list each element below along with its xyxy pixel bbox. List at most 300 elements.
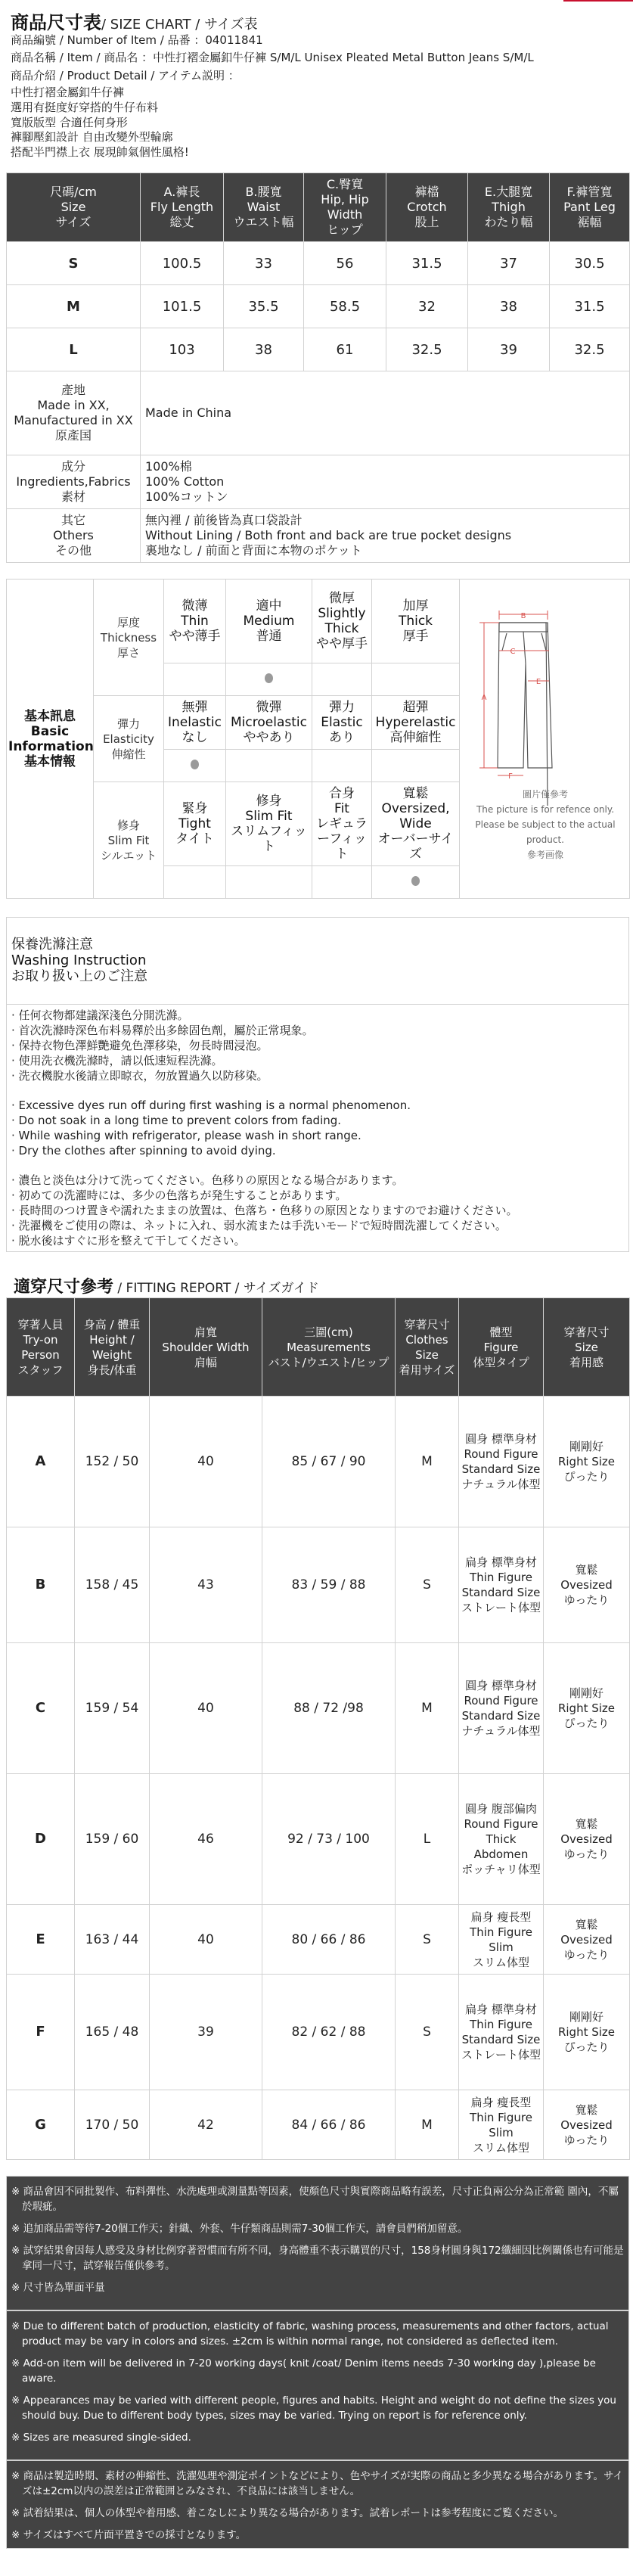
header-line: 肩寬 <box>194 1325 217 1339</box>
header-line: 裾幅 <box>577 215 602 229</box>
attribute-option <box>312 580 372 663</box>
size-value: 31.5 <box>550 285 630 328</box>
fitting-row <box>7 1527 630 1643</box>
header-line: C.臀寬 <box>326 177 364 191</box>
option-line: 修身 <box>256 794 282 809</box>
height-weight: 159 / 54 <box>75 1643 150 1774</box>
washing-line: · 脱水後はすぐに形を整えて干してください。 <box>11 1234 246 1248</box>
size-value: 37 <box>468 242 550 285</box>
height-weight: 163 / 44 <box>75 1905 150 1975</box>
product-detail-lines <box>11 85 189 160</box>
header-line: 三圍(cm) <box>304 1325 353 1339</box>
notes-panel <box>6 2176 629 2549</box>
attribute-label <box>94 782 164 899</box>
washing-line: · 長時間のつけ置きや濡れたままの放置は、色落ち・色移りの原因となりますのでお避けください。 <box>11 1204 518 1217</box>
indicator-cell <box>312 663 372 696</box>
indicator-cell <box>226 866 312 899</box>
note-item: ※ 商品は製造時期、素材の伸縮性、洗濯処理や測定ポイントなどにより、色やサイズが実際の商品と多少異なる場合があります。サイズは±2cm以内の誤差は正常範囲とみなされ、不良品には該当しません。 <box>11 2470 623 2497</box>
header-line: Clothes Size <box>405 1332 448 1362</box>
info-label <box>7 455 141 509</box>
info-value-line: 100%コットン <box>145 489 228 504</box>
header-line: 穿著尺寸 <box>404 1317 450 1332</box>
clothes-size: M <box>396 1643 459 1774</box>
option-line: 微厚 <box>329 591 355 606</box>
info-label-line: その他 <box>54 543 92 558</box>
washing-title-line: 保養洗滌注意 <box>11 937 93 952</box>
diagram-label-b: B <box>520 612 526 620</box>
figure-type <box>459 1905 544 1975</box>
note-item: ※ 尺寸皆為單面平量 <box>11 2282 105 2294</box>
attribute-option <box>312 782 372 866</box>
figure-line: スリム体型 <box>472 2140 529 2155</box>
info-label <box>7 509 141 563</box>
info-row <box>7 371 630 455</box>
fit-feel <box>544 1643 630 1774</box>
figure-line: Round Figure Standard Size <box>461 1447 541 1476</box>
attribute-option <box>226 782 312 866</box>
height-weight: 158 / 45 <box>75 1527 150 1643</box>
option-line: 普通 <box>256 629 282 644</box>
label-line: シルエット <box>100 848 157 862</box>
size-column-header <box>386 173 468 242</box>
size-row <box>7 328 630 371</box>
diagram-label-a: A <box>481 694 487 702</box>
header-line: サイズ <box>55 215 92 229</box>
header-line: 穿著人員 <box>17 1317 64 1332</box>
caption-line: 圖片僅參考 <box>522 789 568 800</box>
info-value <box>141 509 630 563</box>
spacer <box>11 1083 628 1098</box>
size-value: 61 <box>304 328 386 371</box>
fitting-column-header <box>396 1298 459 1397</box>
page-title <box>11 8 258 34</box>
size-value: 101.5 <box>141 285 224 328</box>
info-label-line: Made in XX, Manufactured in XX <box>14 398 133 427</box>
figure-line: 扁身 標準身材 <box>465 2003 537 2016</box>
figure-line: 圓身 腹部偏肉 <box>465 1802 537 1816</box>
attribute-option <box>312 696 372 750</box>
title-line: 基本情報 <box>24 754 76 769</box>
indicator-cell <box>312 866 372 899</box>
washing-line: · 保持衣物色澤鮮艷避免色澤移染，勿長時間浸泡。 <box>11 1039 268 1052</box>
note-item: ※ Add-on item will be delivered in 7-20 working days( knit /coat/ Denim items needs 7-30 working day ),please be aware. <box>11 2357 596 2385</box>
fit-feel <box>544 1527 630 1643</box>
size-value: 35.5 <box>224 285 304 328</box>
item-name: 商品名稱 / Item / 商品名 ：中性打褶金屬釦牛仔褲 S/M/L Unisex Pleated Metal Button Jeans S/M/L <box>11 51 534 64</box>
clothes-size: S <box>396 1905 459 1975</box>
clothes-size: S <box>396 1527 459 1643</box>
size-label: S <box>7 242 141 285</box>
indicator-cell <box>164 866 226 899</box>
feel-line: 寬鬆 <box>575 1917 598 1931</box>
size-value: 58.5 <box>304 285 386 328</box>
feel-line: ぴったり <box>563 2040 610 2054</box>
attribute-option <box>164 696 226 750</box>
washing-line: · 任何衣物都建議深淺色分開洗滌。 <box>11 1008 189 1022</box>
label-line: Thickness <box>100 630 157 645</box>
shoulder-width: 40 <box>150 1397 262 1527</box>
info-value <box>141 455 630 509</box>
label-line: Elasticity <box>103 732 154 746</box>
figure-line: ストレート体型 <box>461 2048 541 2062</box>
caption-line: 參考画像 <box>526 850 563 860</box>
header-line: Size <box>61 200 86 214</box>
selected-dot-icon <box>191 760 199 769</box>
fit-feel <box>544 1397 630 1527</box>
note-item: ※ サイズはすべて片面平置きでの採寸となります。 <box>11 2529 247 2541</box>
washing-line: · While washing with refrigerator, please wash in short range. <box>11 1129 361 1142</box>
figure-line: Round Figure Thick Abdomen <box>464 1817 538 1861</box>
size-label: L <box>7 328 141 371</box>
indicator-cell <box>372 866 460 899</box>
figure-line: スリム体型 <box>472 1955 529 1969</box>
size-value: 30.5 <box>550 242 630 285</box>
feel-line: Right Size <box>557 2025 616 2039</box>
header-line: 體型 <box>489 1325 513 1339</box>
fitting-report-title <box>14 1274 319 1297</box>
try-on-person: B <box>7 1527 75 1643</box>
figure-line: Thin Figure Standard Size <box>461 1571 541 1599</box>
option-line: 超彈 <box>402 700 429 715</box>
measurements: 82 / 62 / 88 <box>262 1975 396 2090</box>
indicator-cell <box>312 750 372 782</box>
fitting-column-header <box>150 1298 262 1397</box>
fitting-column-header <box>7 1298 75 1397</box>
indicator-cell <box>372 663 460 696</box>
attribute-label <box>94 696 164 782</box>
washing-title-line: お取り扱い上のご注意 <box>11 968 147 984</box>
attribute-option <box>372 580 460 663</box>
measurements: 83 / 59 / 88 <box>262 1527 396 1643</box>
header-line: Fly Length <box>150 200 214 214</box>
diagram-label-e: E <box>535 678 541 686</box>
fitting-header-row <box>7 1298 630 1397</box>
selected-dot-icon <box>411 876 420 886</box>
fitting-title-sub: / FITTING REPORT / サイズガイド <box>113 1281 319 1296</box>
figure-line: ナチュラル体型 <box>461 1478 541 1491</box>
label-line: 修身 <box>116 818 140 832</box>
option-line: 高伸縮性 <box>389 730 442 745</box>
try-on-person: E <box>7 1905 75 1975</box>
info-label-line: 產地 <box>61 383 85 397</box>
fitting-row <box>7 1975 630 2090</box>
option-line: Tight <box>178 816 211 831</box>
header-line: 褲檔 <box>414 185 439 199</box>
washing-line: · 使用洗衣機洗滌時，請以低速短程洗滌。 <box>11 1054 223 1067</box>
option-line: あり <box>329 730 355 745</box>
feel-line: ぴったり <box>563 1470 610 1484</box>
feel-line: Ovesized <box>560 1932 613 1947</box>
indicator-cell <box>164 750 226 782</box>
feel-line: Ovesized <box>560 1578 613 1592</box>
option-line: Microelastic <box>231 715 307 730</box>
detail-line: 褲腳壓釦設計 自由改變外型輪廓 <box>11 130 173 144</box>
clothes-size: S <box>396 1975 459 2090</box>
feel-line: 剛剛好 <box>569 1440 604 1453</box>
header-line: 身高 / 體重 <box>83 1317 141 1332</box>
feel-line: 剛剛好 <box>569 1686 604 1700</box>
info-value-line: 裏地なし / 前面と背面に本物のポケット <box>145 543 362 558</box>
try-on-person: F <box>7 1975 75 2090</box>
label-line: 厚度 <box>116 615 140 629</box>
fitting-row <box>7 1774 630 1905</box>
selected-dot-icon <box>265 673 273 683</box>
size-value: 32 <box>386 285 468 328</box>
shoulder-width: 42 <box>150 2090 262 2160</box>
size-value: 32.5 <box>550 328 630 371</box>
note-item: ※ Due to different batch of production, elasticity of fabric, washing process, measurements and other factors, actual product may be vary in colors and sizes. ±2cm is within normal range, not considered as deflected item. <box>11 2320 609 2348</box>
option-line: 加厚 <box>402 598 429 614</box>
indicator-cell <box>226 750 312 782</box>
option-line: Slightly Thick <box>318 606 366 636</box>
height-weight: 170 / 50 <box>75 2090 150 2160</box>
header-line: Figure <box>483 1340 519 1354</box>
info-label-line: Others <box>53 528 94 542</box>
info-value-line: 100%棉 <box>145 459 192 474</box>
option-line: やや厚手 <box>316 636 368 651</box>
size-column-header <box>224 173 304 242</box>
measurements: 80 / 66 / 86 <box>262 1905 396 1975</box>
page-title-main: 商品尺寸表 <box>11 12 101 33</box>
washing-line: · 首次洗滌時深色布料易釋於出多餘固色劑，屬於正常現象。 <box>11 1024 314 1037</box>
option-line: なし <box>182 730 208 745</box>
detail-line: 寬版版型 合適任何身形 <box>11 115 128 129</box>
header-line: F.褲管寬 <box>566 185 613 199</box>
header-line: バスト/ウエスト/ヒップ <box>268 1355 389 1369</box>
detail-line: 中性打褶金屬釦牛仔褲 <box>11 85 125 99</box>
attribute-option <box>164 580 226 663</box>
attribute-label <box>94 580 164 696</box>
size-column-header <box>304 173 386 242</box>
fitting-column-header <box>459 1298 544 1397</box>
indicator-cell <box>164 663 226 696</box>
header-line: 尺碼/cm <box>50 185 97 199</box>
label-line: Slim Fit <box>107 833 150 847</box>
size-value: 33 <box>224 242 304 285</box>
option-line: オーバーサイズ <box>377 831 454 862</box>
header-line: 着用サイズ <box>399 1363 455 1377</box>
info-value <box>141 371 630 455</box>
figure-line: 扁身 標準身材 <box>465 1555 537 1569</box>
clothes-size: M <box>396 1397 459 1527</box>
feel-line: Ovesized <box>560 2118 613 2132</box>
label-line: 彈力 <box>116 716 140 731</box>
washing-line: · 洗濯機をご使用の際は、ネットに入れ、弱水流または手洗いモードで短時間洗濯してください。 <box>11 1219 507 1232</box>
size-row <box>7 285 630 328</box>
figure-line: 扁身 瘦長型 <box>470 2095 532 2109</box>
fitting-row <box>7 1397 630 1527</box>
fitting-column-header <box>75 1298 150 1397</box>
feel-line: Right Size <box>557 1701 616 1715</box>
indicator-cell <box>226 663 312 696</box>
fit-feel <box>544 1774 630 1905</box>
header-line: ヒップ <box>327 222 363 237</box>
fit-feel <box>544 1905 630 1975</box>
header-line: スタッフ <box>17 1363 64 1377</box>
height-weight: 152 / 50 <box>75 1397 150 1527</box>
option-line: Fit <box>334 801 349 816</box>
shoulder-width: 43 <box>150 1527 262 1643</box>
note-item: ※ 試着結果は、個人の体型や着用感、着こなしにより異なる場合があります。試着レポートは参考程度にご覧ください。 <box>11 2507 564 2519</box>
feel-line: 寬鬆 <box>575 2102 598 2117</box>
detail-line: 選用有挺度好穿搭的牛仔布料 <box>11 100 159 114</box>
option-line: 合身 <box>329 786 355 801</box>
header-line: 肩幅 <box>194 1355 217 1369</box>
measurements: 88 / 72 /98 <box>262 1643 396 1774</box>
option-line: 寬鬆 <box>402 786 429 801</box>
info-label-line: 素材 <box>61 489 85 504</box>
size-column-header <box>550 173 630 242</box>
label-line: 厚さ <box>116 645 140 660</box>
option-line: ややあり <box>243 730 295 745</box>
indicator-cell <box>372 750 460 782</box>
header-line: ウエスト幅 <box>233 215 294 229</box>
label-line: 伸縮性 <box>111 747 146 761</box>
header-line: Pant Leg <box>563 200 616 214</box>
clothes-size: M <box>396 2090 459 2160</box>
washing-line: · 濃色と淡色は分けて洗ってください。色移りの原因となる場合があります。 <box>11 1173 404 1187</box>
shoulder-width: 40 <box>150 1643 262 1774</box>
fitting-title-main: 適穿尺寸參考 <box>14 1278 114 1297</box>
header-line: Shoulder Width <box>162 1340 250 1354</box>
notes-group-zh <box>7 2177 628 2311</box>
option-line: Oversized, Wide <box>381 801 450 831</box>
header-line: 身長/体重 <box>87 1363 137 1377</box>
feel-line: 寬鬆 <box>575 1563 598 1577</box>
diagram-label-f: F <box>508 772 513 781</box>
size-label: M <box>7 285 141 328</box>
option-line: Thick <box>398 614 433 629</box>
feel-line: ゆったり <box>563 1947 610 1962</box>
figure-line: ポッチャリ体型 <box>461 1863 541 1876</box>
feel-line: Right Size <box>557 1455 616 1468</box>
washing-title <box>7 918 628 1005</box>
figure-line: ストレート体型 <box>461 1601 541 1614</box>
figure-line: Round Figure Standard Size <box>461 1694 541 1723</box>
option-line: 適中 <box>256 598 282 614</box>
washing-line: · 洗衣機脫水後請立即晾衣，勿放置過久以防移染。 <box>11 1069 268 1083</box>
header-line: E.大腿寬 <box>484 185 533 199</box>
figure-type <box>459 1643 544 1774</box>
fitting-column-header <box>544 1298 630 1397</box>
washing-line: · Dry the clothes after spinning to avoid dying. <box>11 1144 276 1157</box>
attribute-option <box>372 782 460 866</box>
product-detail-label: 商品介紹 / Product Detail / アイテム説明 ： <box>11 69 240 82</box>
info-label-line: Ingredients,Fabrics <box>16 474 131 489</box>
attribute-option <box>372 696 460 750</box>
option-line: 無彈 <box>182 700 208 715</box>
option-line: レギュラーフィット <box>316 816 368 862</box>
size-value: 32.5 <box>386 328 468 371</box>
header-line: Try-on Person <box>21 1332 60 1362</box>
try-on-person: D <box>7 1774 75 1905</box>
option-line: やや薄手 <box>169 629 221 644</box>
notes-group-ja <box>7 2461 628 2557</box>
feel-line: ゆったり <box>563 1847 610 1861</box>
option-line: 厚手 <box>402 629 429 644</box>
attribute-option <box>226 696 312 750</box>
header-line: Thigh <box>492 200 526 214</box>
header-line: Waist <box>247 200 281 214</box>
fitting-row <box>7 1905 630 1975</box>
note-item: ※ 商品會因不同批製作、布料彈性、水洗處理或測量點等因素，使顏色尺寸與實際商品略有誤差，尺寸正負兩公分為正常範 圍內，不屬於瑕疵。 <box>11 2186 619 2213</box>
option-line: 彈力 <box>329 700 355 715</box>
measurements: 92 / 73 / 100 <box>262 1774 396 1905</box>
info-value-line: 無內裡 / 前後皆為真口袋設計 <box>145 513 303 527</box>
try-on-person: C <box>7 1643 75 1774</box>
size-header-row <box>7 173 630 242</box>
size-column-header <box>468 173 550 242</box>
feel-line: ゆったり <box>563 2133 610 2147</box>
info-value-line: Made in China <box>145 406 232 420</box>
item-number: 商品編號 / Number of Item / 品番 ：04011841 <box>11 33 263 47</box>
figure-line: ナチュラル体型 <box>461 1724 541 1738</box>
info-row <box>7 455 630 509</box>
figure-type <box>459 2090 544 2160</box>
washing-line: · 初めての洗濯時には、多少の色落ちが発生することがあります。 <box>11 1189 347 1202</box>
size-value: 38 <box>468 285 550 328</box>
attribute-option <box>226 580 312 663</box>
info-label-line: 原產国 <box>54 428 92 443</box>
shoulder-width: 40 <box>150 1905 262 1975</box>
header-line: わたり幅 <box>484 215 533 229</box>
info-label-line: 成分 <box>61 459 85 474</box>
notes-group-en <box>7 2311 628 2461</box>
figure-line: Thin Figure Standard Size <box>461 2018 541 2046</box>
basic-info-title <box>7 580 94 899</box>
fitting-row <box>7 2090 630 2160</box>
option-line: 微薄 <box>182 598 208 614</box>
header-line: 股上 <box>414 215 439 229</box>
figure-line: 圓身 標準身材 <box>465 1679 537 1692</box>
shoulder-width: 46 <box>150 1774 262 1905</box>
washing-line: · Do not soak in a long time to prevent colors from fading. <box>11 1114 342 1127</box>
try-on-person: A <box>7 1397 75 1527</box>
shoulder-width: 39 <box>150 1975 262 2090</box>
figure-line: Thin Figure Slim <box>470 1925 532 1954</box>
size-column-header <box>7 173 141 242</box>
fitting-column-header <box>262 1298 396 1397</box>
size-value: 39 <box>468 328 550 371</box>
attribute-option <box>164 782 226 866</box>
header-line: Size <box>575 1340 598 1354</box>
figure-type <box>459 1975 544 2090</box>
title-line: 基本訊息 <box>24 708 76 724</box>
fitting-row <box>7 1643 630 1774</box>
header-line: 体型タイプ <box>473 1355 529 1369</box>
spacer <box>11 1158 628 1173</box>
figure-line: 圓身 標準身材 <box>465 1432 537 1446</box>
fit-feel <box>544 1975 630 2090</box>
washing-instructions <box>6 917 629 1252</box>
height-weight: 165 / 48 <box>75 1975 150 2090</box>
header-line: 着用感 <box>569 1355 604 1369</box>
fitting-report-table <box>6 1297 630 2160</box>
option-line: Slim Fit <box>245 809 293 824</box>
header-line: A.褲長 <box>163 185 200 199</box>
option-line: Medium <box>243 614 295 629</box>
page-title-sub: / SIZE CHART / サイズ表 <box>101 17 258 33</box>
washing-body <box>7 1005 628 1248</box>
info-row <box>7 509 630 563</box>
option-line: 微彈 <box>256 700 282 715</box>
clothes-size: L <box>396 1774 459 1905</box>
header-line: 穿著尺寸 <box>563 1325 610 1339</box>
info-value-line: Without Lining / Both front and back are true pocket designs <box>145 528 512 542</box>
figure-type <box>459 1774 544 1905</box>
size-value: 38 <box>224 328 304 371</box>
height-weight: 159 / 60 <box>75 1774 150 1905</box>
